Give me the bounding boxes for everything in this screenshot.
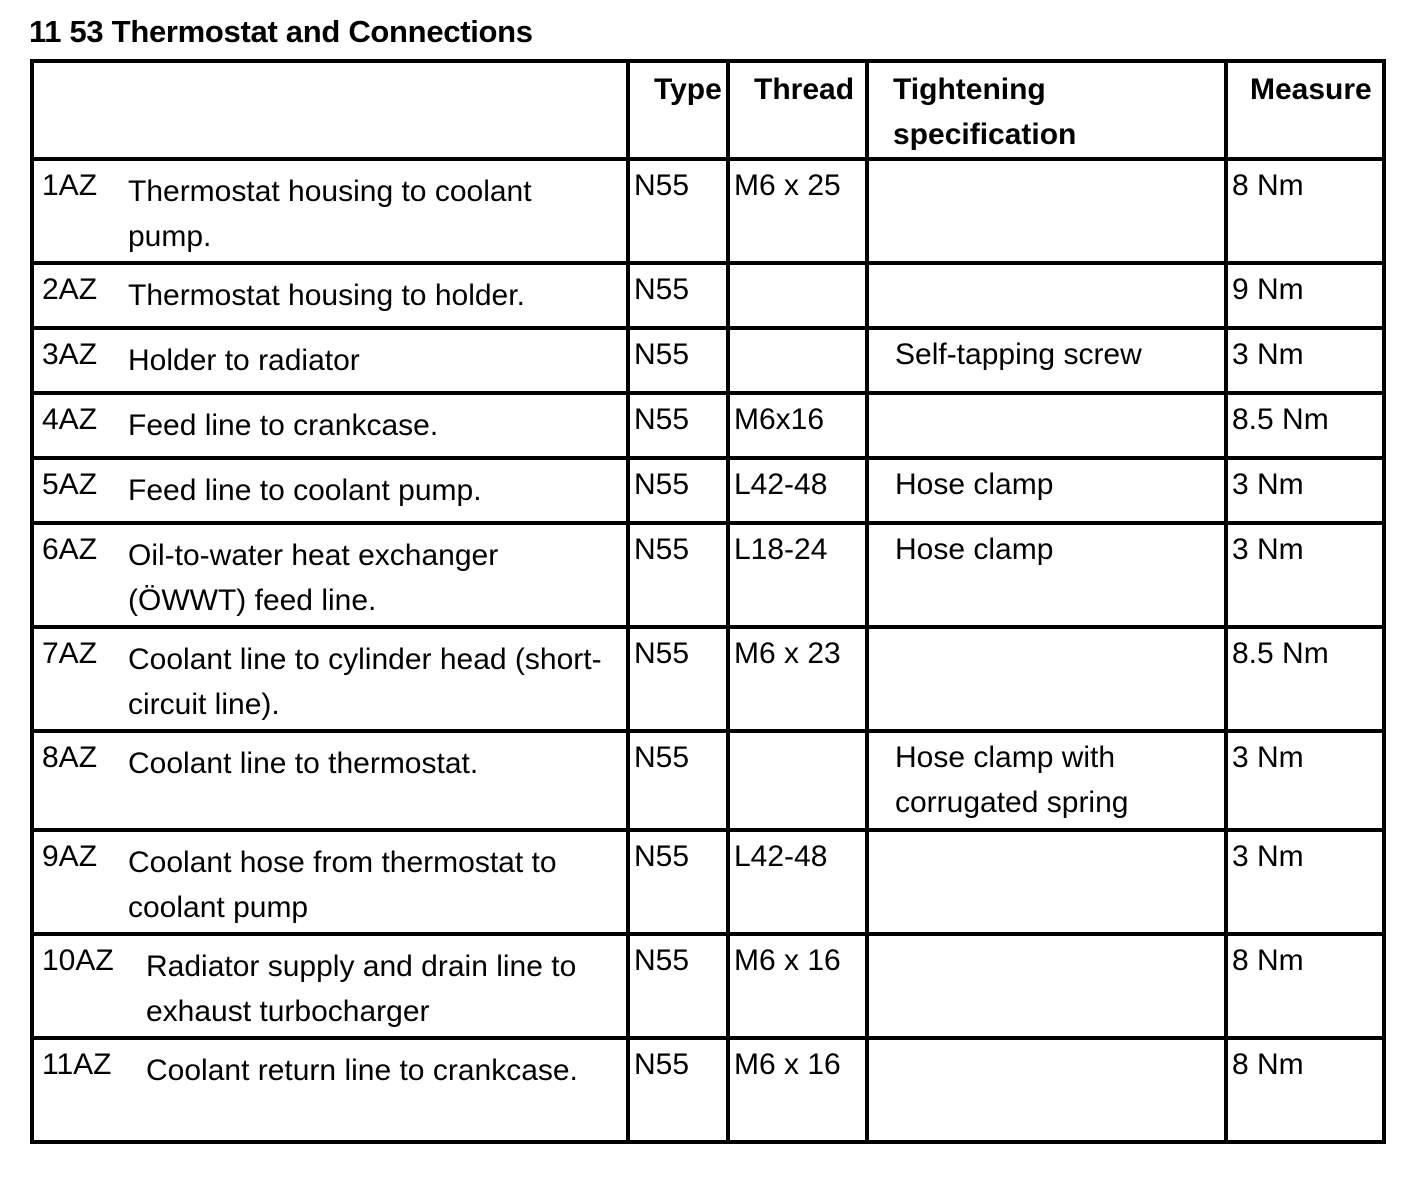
thread-cell — [728, 263, 867, 328]
table-header-row — [32, 61, 1384, 159]
measure-cell: 3 Nm — [1226, 523, 1384, 627]
item-description: Holder to radiator — [128, 344, 360, 377]
type-cell: N55 — [628, 627, 728, 731]
row-description-cell — [32, 458, 628, 523]
table-row — [32, 1038, 1384, 1142]
item-id: 9AZ — [42, 840, 98, 873]
measure-cell: 9 Nm — [1226, 263, 1384, 328]
header-thread: Thread — [728, 61, 867, 159]
table-row — [32, 328, 1384, 393]
thread-cell: L18-24 — [728, 523, 867, 627]
item-description: Oil-to-water heat exchanger (ÖWWT) feed line. — [128, 539, 499, 617]
item-description: Feed line to crankcase. — [128, 409, 439, 442]
item-description: Feed line to coolant pump. — [128, 474, 482, 507]
table-row — [32, 934, 1384, 1038]
item-id: 8AZ — [42, 741, 98, 774]
measure-cell: 3 Nm — [1226, 458, 1384, 523]
type-cell: N55 — [628, 458, 728, 523]
type-cell: N55 — [628, 263, 728, 328]
tightening-cell — [867, 934, 1226, 1038]
item-description: Thermostat housing to holder. — [128, 279, 525, 312]
row-description-cell — [32, 523, 628, 627]
type-cell: N55 — [628, 934, 728, 1038]
tightening-cell — [867, 159, 1226, 263]
thread-cell: M6 x 16 — [728, 934, 867, 1038]
measure-cell: 8.5 Nm — [1226, 627, 1384, 731]
thread-cell: M6 x 23 — [728, 627, 867, 731]
type-cell: N55 — [628, 731, 728, 830]
item-description: Coolant return line to crankcase. — [146, 1054, 578, 1087]
measure-cell: 8.5 Nm — [1226, 393, 1384, 458]
header-type: Type — [628, 61, 728, 159]
thread-cell: L42-48 — [728, 458, 867, 523]
thread-cell: M6 x 16 — [728, 1038, 867, 1142]
item-description: Thermostat housing to coolant pump. — [128, 175, 532, 253]
table-row — [32, 458, 1384, 523]
type-cell: N55 — [628, 830, 728, 934]
table-row — [32, 393, 1384, 458]
row-description-cell — [32, 830, 628, 934]
type-cell: N55 — [628, 523, 728, 627]
tightening-cell — [867, 1038, 1226, 1142]
thread-cell — [728, 328, 867, 393]
item-id: 6AZ — [42, 533, 98, 566]
table-row — [32, 731, 1384, 830]
item-id: 11AZ — [42, 1048, 112, 1081]
torque-spec-table — [30, 59, 1386, 1144]
header-description — [32, 61, 628, 159]
row-description-cell — [32, 328, 628, 393]
measure-cell: 3 Nm — [1226, 328, 1384, 393]
measure-cell: 8 Nm — [1226, 1038, 1384, 1142]
item-description: Radiator supply and drain line to exhaust turbocharger — [146, 950, 577, 1028]
tightening-cell — [867, 263, 1226, 328]
thread-cell: M6x16 — [728, 393, 867, 458]
row-description-cell — [32, 731, 628, 830]
table-row — [32, 523, 1384, 627]
thread-cell: L42-48 — [728, 830, 867, 934]
measure-cell: 8 Nm — [1226, 934, 1384, 1038]
row-description-cell — [32, 159, 628, 263]
item-id: 5AZ — [42, 468, 98, 501]
item-description: Coolant hose from thermostat to coolant pump — [128, 846, 557, 924]
header-tightening: Tightening specification — [867, 61, 1226, 159]
table-row — [32, 627, 1384, 731]
thread-cell: M6 x 25 — [728, 159, 867, 263]
type-cell: N55 — [628, 393, 728, 458]
row-description-cell — [32, 263, 628, 328]
tightening-cell — [867, 393, 1226, 458]
item-id: 1AZ — [42, 169, 98, 202]
item-id: 7AZ — [42, 637, 98, 670]
measure-cell: 3 Nm — [1226, 731, 1384, 830]
row-description-cell — [32, 393, 628, 458]
tightening-cell: Self-tapping screw — [867, 328, 1226, 393]
row-description-cell — [32, 627, 628, 731]
header-measure: Measure — [1226, 61, 1384, 159]
table-row — [32, 830, 1384, 934]
row-description-cell — [32, 934, 628, 1038]
item-id: 4AZ — [42, 403, 98, 436]
tightening-cell: Hose clamp — [867, 458, 1226, 523]
item-id: 10AZ — [42, 944, 114, 977]
table-row — [32, 263, 1384, 328]
type-cell: N55 — [628, 1038, 728, 1142]
tightening-cell: Hose clamp — [867, 523, 1226, 627]
type-cell: N55 — [628, 328, 728, 393]
row-description-cell — [32, 1038, 628, 1142]
tightening-cell: Hose clamp with corrugated spring — [867, 731, 1226, 830]
thread-cell — [728, 731, 867, 830]
type-cell: N55 — [628, 159, 728, 263]
item-id: 3AZ — [42, 338, 98, 371]
tightening-cell — [867, 627, 1226, 731]
measure-cell: 3 Nm — [1226, 830, 1384, 934]
page-title: 11 53 Thermostat and Connections — [29, 14, 533, 49]
tightening-cell — [867, 830, 1226, 934]
table-row — [32, 159, 1384, 263]
item-id: 2AZ — [42, 273, 98, 306]
item-description: Coolant line to cylinder head (short-circuit line). — [128, 643, 602, 721]
item-description: Coolant line to thermostat. — [128, 747, 479, 780]
measure-cell: 8 Nm — [1226, 159, 1384, 263]
